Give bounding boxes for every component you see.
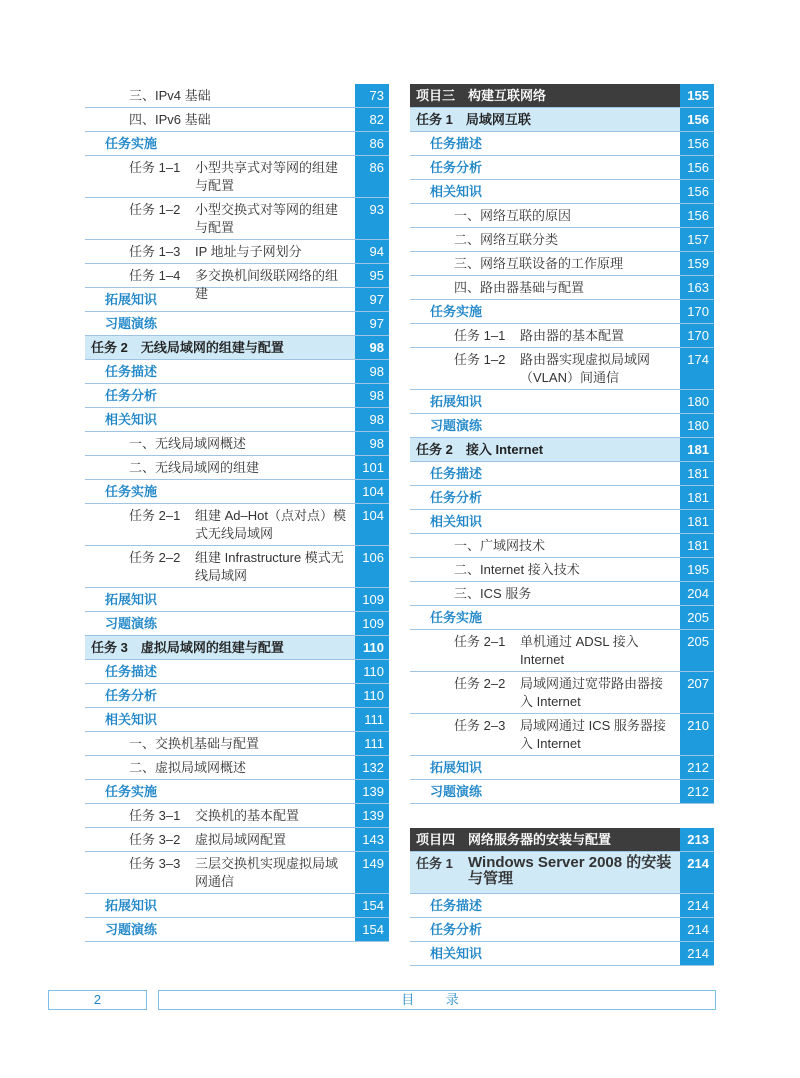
toc-entry-label: [85, 852, 355, 893]
toc-page-number: 174: [680, 348, 714, 389]
toc-entry-subsection[interactable]: [410, 558, 714, 582]
toc-page-number: 98: [355, 432, 389, 455]
page-number: 2: [48, 990, 147, 1010]
toc-page-number: 180: [680, 414, 714, 437]
toc-entry-label: 任务分析: [430, 159, 483, 175]
toc-page-number: 110: [355, 660, 389, 683]
toc-page-number: 156: [680, 108, 714, 131]
toc-entry-section[interactable]: [410, 390, 714, 414]
toc-entry-label: 任务描述: [105, 663, 158, 679]
toc-entry-subsection[interactable]: [85, 456, 389, 480]
toc-page-number: 181: [680, 534, 714, 557]
toc-entry-label: 拓展知识: [105, 591, 158, 607]
toc-entry-subsection[interactable]: [85, 108, 389, 132]
toc-entry-label: 习题演练: [105, 615, 158, 631]
toc-entry-label: 任务实施: [105, 135, 158, 151]
toc-entry-section[interactable]: [85, 588, 389, 612]
toc-page-number: 106: [355, 546, 389, 587]
toc-entry-label: 二、虚拟局域网概述: [129, 759, 247, 775]
toc-entry-title: 小型共享式对等网的组建与配置: [195, 160, 339, 193]
toc-entry-subsection[interactable]: [410, 534, 714, 558]
toc-page-number: 170: [680, 300, 714, 323]
toc-entry-subsection[interactable]: [410, 204, 714, 228]
toc-entry-label: [85, 504, 355, 545]
toc-entry-title: 单机通过 ADSL 接入 Internet: [520, 634, 639, 667]
toc-entry-section[interactable]: [85, 894, 389, 918]
toc-entry-label: [410, 672, 680, 713]
toc-entry-section[interactable]: [410, 486, 714, 510]
toc-entry-subtask[interactable]: [85, 852, 389, 894]
toc-entry-section[interactable]: [85, 708, 389, 732]
toc-page-number: 143: [355, 828, 389, 851]
toc-page-number: 104: [355, 504, 389, 545]
toc-entry-label: 拓展知识: [430, 393, 483, 409]
toc-entry-project[interactable]: [410, 84, 714, 108]
toc-page-number: 181: [680, 438, 714, 461]
toc-entry-task[interactable]: [410, 438, 714, 462]
toc-entry-section[interactable]: [410, 894, 714, 918]
toc-page-number: 98: [355, 384, 389, 407]
toc-page-number: 157: [680, 228, 714, 251]
toc-entry-section[interactable]: [85, 918, 389, 942]
toc-entry-task-id: 任务 2–1: [454, 634, 506, 649]
toc-page-number: 94: [355, 240, 389, 263]
toc-entry-subtask[interactable]: [85, 828, 389, 852]
toc-page-number: 207: [680, 672, 714, 713]
toc-entry-title: 组建 Ad–Hot（点对点）模式无线局域网: [195, 508, 346, 541]
toc-entry-task-id: 任务 1–4: [129, 268, 181, 283]
toc-page-number: 109: [355, 612, 389, 635]
toc-page-number: 82: [355, 108, 389, 131]
toc-page-number: 86: [355, 156, 389, 197]
toc-entry-label: 相关知识: [430, 183, 483, 199]
toc-entry-task-id: 任务 2–1: [129, 508, 181, 523]
toc-entry-label: 二、Internet 接入技术: [454, 561, 580, 577]
toc-entry-subtask[interactable]: [85, 198, 389, 240]
toc-entry-label: 三、ICS 服务: [454, 585, 532, 601]
toc-page-number: 181: [680, 510, 714, 533]
toc-page-number: 205: [680, 630, 714, 671]
toc-entry-section[interactable]: [410, 780, 714, 804]
toc-page-number: 97: [355, 288, 389, 311]
toc-entry-section[interactable]: [85, 132, 389, 156]
toc-entry-label: 四、IPv6 基础: [129, 111, 211, 127]
toc-page-number: 109: [355, 588, 389, 611]
toc-entry-label: 任务实施: [105, 483, 158, 499]
toc-right-column: [410, 84, 714, 966]
toc-entry-title: 多交换机间级联网络的组建: [195, 268, 339, 301]
toc-entry-section[interactable]: [85, 360, 389, 384]
toc-entry-subtask[interactable]: [85, 546, 389, 588]
toc-page-number: 214: [680, 918, 714, 941]
toc-page-number: 101: [355, 456, 389, 479]
toc-entry-subsection[interactable]: [410, 276, 714, 300]
toc-page-number: 205: [680, 606, 714, 629]
toc-entry-task-id: 任务 2–2: [129, 550, 181, 565]
toc-entry-section[interactable]: [410, 942, 714, 966]
toc-page-number: 95: [355, 264, 389, 287]
toc-entry-label: [410, 348, 680, 389]
footer-title: 目 录: [158, 990, 716, 1010]
toc-entry-label: 习题演练: [430, 783, 483, 799]
toc-entry-label: 任务 1 局域网互联: [416, 111, 531, 127]
toc-page-number: 139: [355, 780, 389, 803]
toc-entry-label: 一、交换机基础与配置: [129, 735, 260, 751]
toc-entry-label: 项目三 构建互联网络: [416, 87, 547, 103]
toc-entry-label: 任务实施: [430, 303, 483, 319]
toc-entry-label: 任务描述: [430, 465, 483, 481]
toc-entry-project[interactable]: [410, 828, 714, 852]
toc-entry-title: 虚拟局域网配置: [195, 832, 287, 847]
toc-page-number: 154: [355, 918, 389, 941]
toc-page-number: 98: [355, 360, 389, 383]
toc-page-number: 73: [355, 84, 389, 107]
toc-entry-label: 任务分析: [105, 687, 158, 703]
toc-entry-label: [85, 240, 355, 263]
toc-entry-task-id: 任务 1–1: [129, 160, 181, 175]
toc-entry-label: [85, 546, 355, 587]
toc-entry-label: 四、路由器基础与配置: [454, 279, 585, 295]
toc-entry-label: 三、IPv4 基础: [129, 87, 211, 103]
toc-page-number: 181: [680, 462, 714, 485]
toc-page-number: 213: [680, 828, 714, 851]
toc-entry-task-id: 任务 3–1: [129, 808, 181, 823]
toc-entry-section[interactable]: [410, 132, 714, 156]
toc-page-number: 214: [680, 894, 714, 917]
toc-entry-label: [410, 630, 680, 671]
toc-entry-task-id: 任务 1–3: [129, 244, 181, 259]
toc-page-number: 156: [680, 132, 714, 155]
toc-entry-label: 一、网络互联的原因: [454, 207, 572, 223]
toc-entry-section[interactable]: [410, 156, 714, 180]
toc-entry-label: 一、无线局域网概述: [129, 435, 247, 451]
toc-entry-subsection[interactable]: [410, 228, 714, 252]
toc-page-number: 139: [355, 804, 389, 827]
toc-entry-label: 任务描述: [430, 135, 483, 151]
toc-entry-subtask[interactable]: [85, 156, 389, 198]
toc-page-number: 98: [355, 408, 389, 431]
toc-entry-task-id: 任务 3–3: [129, 856, 181, 871]
toc-entry-title: 组建 Infrastructure 模式无线局域网: [195, 550, 344, 583]
toc-entry-taskbig[interactable]: [410, 852, 714, 894]
toc-page-number: 212: [680, 756, 714, 779]
toc-gap: [410, 804, 714, 828]
toc-entry-subtask[interactable]: [410, 672, 714, 714]
toc-entry-section[interactable]: [410, 462, 714, 486]
toc-page-number: 110: [355, 684, 389, 707]
toc-entry-section[interactable]: [410, 300, 714, 324]
toc-entry-label: 相关知识: [430, 945, 483, 961]
toc-page-number: 195: [680, 558, 714, 581]
toc-entry-title: Windows Server 2008 的安装与管理: [468, 854, 672, 887]
toc-page-number: 97: [355, 312, 389, 335]
toc-entry-label: 任务 2 无线局域网的组建与配置: [91, 339, 284, 355]
toc-entry-subtask[interactable]: [410, 714, 714, 756]
toc-entry-task[interactable]: [85, 336, 389, 360]
toc-entry-label: 拓展知识: [105, 897, 158, 913]
toc-entry-subtask[interactable]: [410, 324, 714, 348]
toc-entry-task-id: 任务 1–2: [129, 202, 181, 217]
toc-entry-label: [410, 714, 680, 755]
toc-entry-label: 拓展知识: [430, 759, 483, 775]
toc-entry-section[interactable]: [85, 288, 389, 312]
toc-entry-label: 任务实施: [430, 609, 483, 625]
toc-entry-label: 相关知识: [105, 711, 158, 727]
toc-entry-label: 习题演练: [430, 417, 483, 433]
toc-entry-task-id: 任务 1: [416, 856, 453, 871]
toc-entry-subsection[interactable]: [85, 756, 389, 780]
toc-entry-label: 一、广域网技术: [454, 537, 546, 553]
toc-entry-subtask[interactable]: [85, 504, 389, 546]
toc-entry-section[interactable]: [410, 414, 714, 438]
toc-page-number: 86: [355, 132, 389, 155]
toc-entry-title: 小型交换式对等网的组建与配置: [195, 202, 339, 235]
toc-entry-section[interactable]: [85, 780, 389, 804]
toc-entry-subtask[interactable]: [410, 630, 714, 672]
toc-page-number: 156: [680, 204, 714, 227]
toc-entry-subsection[interactable]: [85, 732, 389, 756]
toc-entry-title: IP 地址与子网划分: [195, 244, 302, 259]
toc-entry-label: [85, 804, 355, 827]
toc-entry-label: [410, 852, 680, 893]
toc-page-number: 156: [680, 180, 714, 203]
toc-page-number: 210: [680, 714, 714, 755]
toc-entry-label: 习题演练: [105, 921, 158, 937]
toc-entry-label: 任务分析: [430, 921, 483, 937]
toc-entry-label: 拓展知识: [105, 291, 158, 307]
toc-entry-subtask[interactable]: [85, 240, 389, 264]
toc-entry-label: 三、网络互联设备的工作原理: [454, 255, 624, 271]
toc-entry-subsection[interactable]: [85, 432, 389, 456]
toc-page-number: 149: [355, 852, 389, 893]
toc-page-number: 212: [680, 780, 714, 803]
toc-entry-label: 任务分析: [105, 387, 158, 403]
toc-entry-subtask[interactable]: [410, 348, 714, 390]
toc-entry-title: 路由器的基本配置: [520, 328, 625, 343]
toc-page-number: 214: [680, 852, 714, 893]
toc-entry-section[interactable]: [85, 684, 389, 708]
toc-entry-section[interactable]: [85, 384, 389, 408]
toc-entry-section[interactable]: [410, 918, 714, 942]
toc-entry-label: [85, 198, 355, 239]
toc-entry-label: 二、网络互联分类: [454, 231, 559, 247]
toc-page-number: 93: [355, 198, 389, 239]
toc-entry-label: 相关知识: [105, 411, 158, 427]
toc-entry-section[interactable]: [410, 510, 714, 534]
toc-page-number: 180: [680, 390, 714, 413]
toc-entry-subsection[interactable]: [410, 252, 714, 276]
toc-entry-title: 三层交换机实现虚拟局域网通信: [195, 856, 339, 889]
toc-left-column: [85, 84, 389, 942]
toc-entry-title: 交换机的基本配置: [195, 808, 300, 823]
toc-page-number: 204: [680, 582, 714, 605]
toc-page-number: 154: [355, 894, 389, 917]
toc-entry-section[interactable]: [85, 612, 389, 636]
toc-entry-label: 相关知识: [430, 513, 483, 529]
toc-page-number: 104: [355, 480, 389, 503]
toc-page-number: 111: [355, 708, 389, 731]
toc-page-number: 163: [680, 276, 714, 299]
toc-entry-label: 任务实施: [105, 783, 158, 799]
toc-page-number: 159: [680, 252, 714, 275]
toc-entry-title: 路由器实现虚拟局域网（VLAN）间通信: [520, 352, 651, 385]
toc-entry-subsection[interactable]: [85, 84, 389, 108]
toc-page-number: 155: [680, 84, 714, 107]
toc-entry-task-id: 任务 2–3: [454, 718, 506, 733]
toc-page-number: 181: [680, 486, 714, 509]
toc-entry-label: 任务描述: [430, 897, 483, 913]
toc-page-number: 110: [355, 636, 389, 659]
toc-page-number: 170: [680, 324, 714, 347]
toc-entry-section[interactable]: [85, 660, 389, 684]
toc-entry-section[interactable]: [410, 180, 714, 204]
toc-page-number: 214: [680, 942, 714, 965]
toc-entry-label: [85, 828, 355, 851]
toc-entry-section[interactable]: [85, 312, 389, 336]
toc-entry-title: 局域网通过宽带路由器接入 Internet: [520, 676, 664, 709]
toc-entry-section[interactable]: [85, 408, 389, 432]
toc-entry-task-id: 任务 1–1: [454, 328, 506, 343]
toc-entry-task-id: 任务 1–2: [454, 352, 506, 367]
toc-entry-task[interactable]: [85, 636, 389, 660]
toc-entry-label: [410, 324, 680, 347]
toc-entry-task[interactable]: [410, 108, 714, 132]
toc-entry-section[interactable]: [85, 480, 389, 504]
toc-entry-task-id: 任务 3–2: [129, 832, 181, 847]
toc-entry-subsection[interactable]: [410, 582, 714, 606]
toc-entry-section[interactable]: [410, 606, 714, 630]
toc-entry-label: 二、无线局域网的组建: [129, 459, 260, 475]
toc-entry-label: 任务分析: [430, 489, 483, 505]
toc-entry-title: 局域网通过 ICS 服务器接入 Internet: [520, 718, 666, 751]
toc-page-number: 111: [355, 732, 389, 755]
toc-page-number: 132: [355, 756, 389, 779]
toc-entry-label: 任务描述: [105, 363, 158, 379]
toc-entry-subtask[interactable]: [85, 804, 389, 828]
toc-page-number: 156: [680, 156, 714, 179]
toc-entry-label: [85, 156, 355, 197]
toc-entry-task-id: 任务 2–2: [454, 676, 506, 691]
toc-entry-label: 项目四 网络服务器的安装与配置: [416, 831, 612, 847]
toc-entry-section[interactable]: [410, 756, 714, 780]
toc-entry-label: 任务 2 接入 Internet: [416, 441, 544, 457]
toc-page-number: 98: [355, 336, 389, 359]
toc-entry-label: 任务 3 虚拟局域网的组建与配置: [91, 639, 284, 655]
toc-entry-label: 习题演练: [105, 315, 158, 331]
